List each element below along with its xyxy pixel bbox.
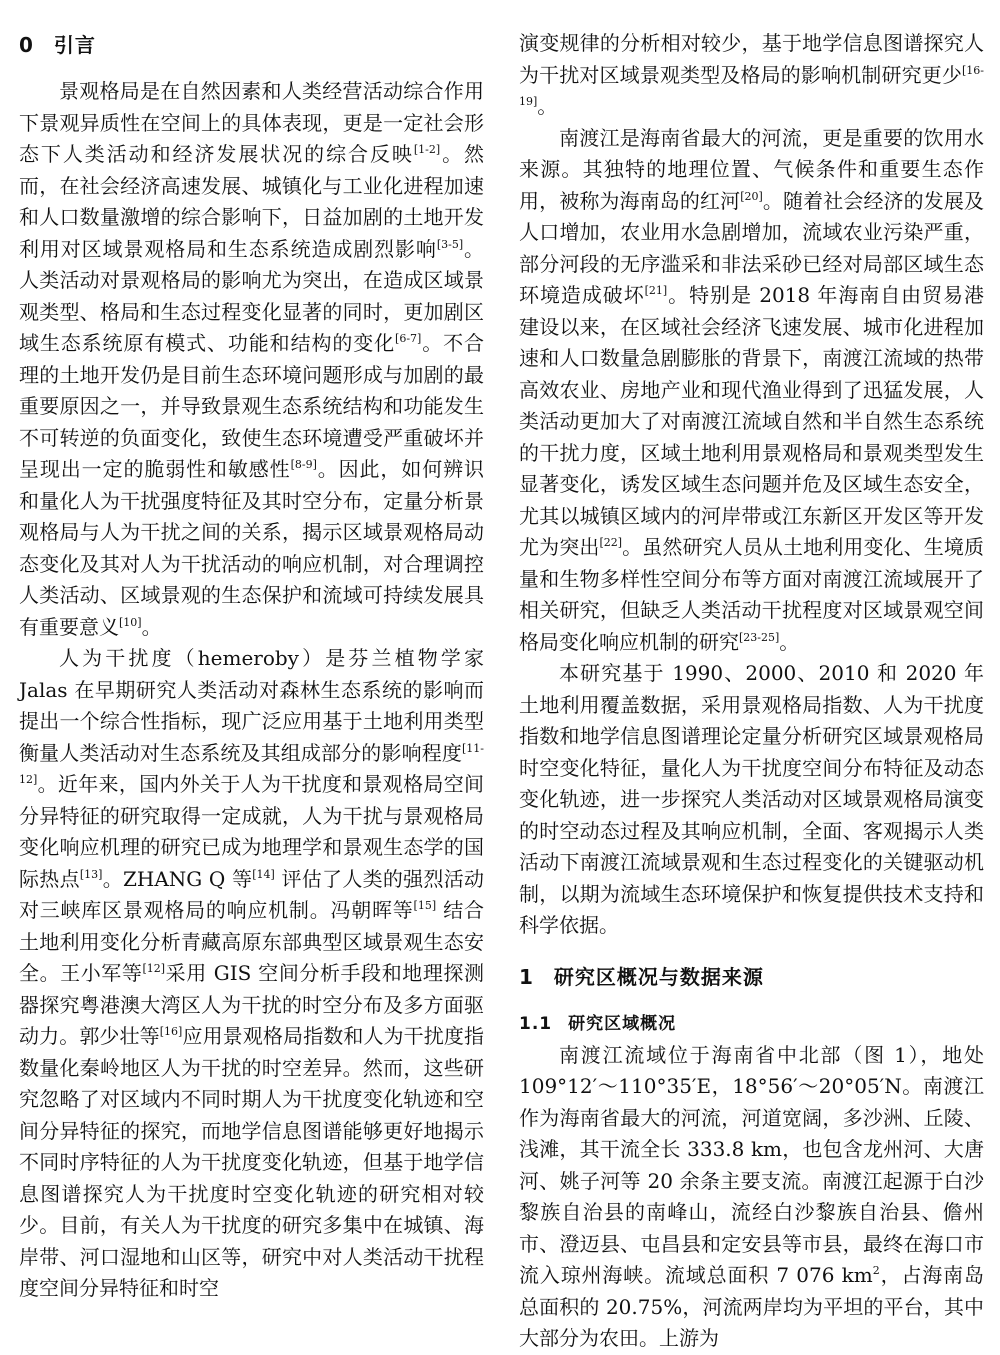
paragraph-continuation <box>519 28 984 123</box>
text-run: 南渡江是海南省最大的河流，更是重要的饮用水来源。其独特的地理位置、气候条件和重要生态作用，被称为海南岛的红河 <box>519 125 984 213</box>
text-run: 。特别是 2018 年海南自由贸易港建设以来，在区域社会经济飞速发展、城市化进程加速和人口数量急剧膨胀的背景下，南渡江流域的热带高效农业、房地产业和现代渔业得到了迅猛发展，人类活动更加大了对南渡江流域自然和半自然生态系统的干扰力度，区域土地利用景观格局和景观类型发生显著变化，诱发区域生态问题并危及区域生态安全，尤其以城镇区域内的河岸带或江东新区开发区等开发尤为突出 <box>519 283 984 559</box>
citation: [13] <box>79 867 103 881</box>
citation: [8-9] <box>290 458 317 471</box>
text-run: 。 <box>141 614 162 639</box>
text-run: 。不合理的土地开发仍是目前生态环境问题形成与加剧的最重要原因之一，并导致景观生态系统结构和功能发生不可转逆的负面变化，致使生态环境遭受严重破坏并呈现出一定的脆弱性和敏感性 <box>19 331 484 481</box>
right-column <box>519 28 984 1355</box>
text-run: ，占海南岛总面积的 20.75%，河流两岸均为平坦的平台，其中大部分为农田。上游为 <box>519 1263 985 1350</box>
left-column <box>19 28 484 1305</box>
spacer <box>19 62 484 76</box>
superscript: 2 <box>872 1264 880 1277</box>
text-run: 采用 GIS 空间分析手段和地理探测器探究粤港澳大湾区人为干扰的时空分布及多方面驱动力。郭少壮等 <box>19 961 485 1048</box>
citation: [23-25] <box>739 630 780 644</box>
citation: [3-5] <box>436 237 464 251</box>
paragraph <box>519 123 984 659</box>
citation: [14] <box>252 867 275 881</box>
text-run: 演变规律的分析相对较少，基于地学信息图谱探究人为干扰对区域景观类型及格局的影响机制研究更少 <box>519 31 984 87</box>
section-number: 1 <box>519 964 534 989</box>
text-run: 。 <box>779 629 800 654</box>
citation: [11-12] <box>19 741 484 786</box>
citation: [16-19] <box>519 63 984 108</box>
citation: [12] <box>142 962 166 975</box>
text-run: 南渡江流域位于海南省中北部（图 1），地处 109°12′～110°35′E，18°56′～20°05′N。南渡江作为海南省最大的河流，河道宽阔，多沙洲、丘陵、浅滩，其干流全长 333.8 km，也包含龙州河、大唐河、姚子河等 20 余条主要支流。南渡江起源于白沙黎族自治县的南峰山，流经白沙黎族自治县、儋州市、澄迈县、屯昌县和定安县等市县，最终在海口市流入琼州海峡。流域总面积 7 076 km <box>519 1042 984 1287</box>
text-run: 应用景观格局指数和人为干扰度指数量化秦岭地区人为干扰的时空差异。然而，这些研究忽略了对区域内不同时期人为干扰度变化轨迹和空间分异特征的探究，而地学信息图谱能够更好地揭示不同时序特征的人为干扰度变化轨迹，但基于地学信息图谱探究人为干扰度时空变化轨迹的研究相对较少。目前，有关人为干扰度的研究多集中在城镇、海岸带、河口湿地和山区等，研究中对人类活动干扰程度空间分异特征和时空 <box>19 1024 484 1300</box>
text-run: 。 <box>537 94 558 118</box>
text-run: 。随着社会经济的发展及人口增加，农业用水急剧增加，流域农业污染严重，部分河段的无序滥采和非法采砂已经对局部区域生态环境造成破坏 <box>519 188 984 307</box>
text-run: 。近年来，国内外关于人为干扰度和景观格局空间分异特征的研究取得一定成就，人为干扰与景观格局变化响应机理的研究已成为地理学和景观生态学的国际热点 <box>19 772 484 891</box>
subsection-heading <box>519 1008 984 1040</box>
citation: [6-7] <box>395 332 422 345</box>
text-run: 。ZHANG Q 等 <box>102 866 253 891</box>
citation: [1-2] <box>413 143 441 156</box>
paragraph <box>519 1040 984 1355</box>
spacer <box>519 994 984 1008</box>
section-number: 0 <box>19 33 34 57</box>
paragraph <box>19 76 484 643</box>
citation: [21] <box>644 284 668 297</box>
citation: [10] <box>119 615 142 629</box>
paragraph <box>19 643 484 1305</box>
text-run: 景观格局是在自然因素和人类经营活动综合作用下景观异质性在空间上的具体表现，更是一定社会形态下人类活动和经济发展状况的综合反映 <box>19 79 484 166</box>
text-run: 评估了人类的强烈活动对三峡库区景观格局的响应机制。冯朝晖等 <box>19 866 485 922</box>
paragraph <box>519 658 984 942</box>
section-title: 研究区概况与数据来源 <box>553 964 764 989</box>
section-title: 引言 <box>53 33 96 57</box>
text-run: 。人类活动对景观格局的影响尤为突出，在造成区域景观类型、格局和生态过程变化显著的同时，更加剧区域生态系统原有模式、功能和结构的变化 <box>19 236 484 355</box>
text-run: 结合土地利用变化分析青藏高原东部典型区域景观生态安全。王小军等 <box>19 898 485 985</box>
text-run: 。虽然研究人员从土地利用变化、生境质量和生物多样性空间分布等方面对南渡江流域展开了相关研究，但缺乏人类活动干扰程度对区域景观空间格局变化响应机制的研究 <box>519 535 984 654</box>
spacer <box>519 942 984 960</box>
text-run: 本研究基于 1990、2000、2010 和 2020 年土地利用覆盖数据，采用景观格局指数、人为干扰度指数和地学信息图谱理论定量分析研究区域景观格局时空变化特征，量化人为干扰度空间分布特征及动态变化轨迹，进一步探究人类活动对区域景观格局演变的时空动态过程及其响应机制，全面、客观揭示人类活动下南渡江流域景观和生态过程变化的关键驱动机制，以期为流域生态环境保护和恢复提供技术支持和科学依据。 <box>519 661 984 937</box>
subsection-number: 1.1 <box>519 1013 553 1034</box>
text-run: 。然而，在社会经济高速发展、城镇化与工业化进程加速和人口数量激增的综合影响下，日益加剧的土地开发利用对区域景观格局和生态系统造成剧烈影响 <box>19 142 485 261</box>
subsection-title: 研究区域概况 <box>568 1013 677 1034</box>
section-heading-introduction <box>19 28 484 62</box>
text-run: 人为干扰度（hemeroby）是芬兰植物学家 Jalas 在早期研究人类活动对森林生态系统的影响而提出一个综合性指标，现广泛应用基于土地利用类型衡量人类活动对生态系统及其组成部分的影响程度 <box>19 646 484 765</box>
citation: [15] <box>413 899 437 912</box>
text-run: 。因此，如何辨识和量化人为干扰强度特征及其时空分布，定量分析景观格局与人为干扰之间的关系，揭示区域景观格局动态变化及其对人为干扰活动的响应机制，对合理调控人类活动、区域景观的生态保护和流域可持续发展具有重要意义 <box>19 457 484 639</box>
section-heading-study-area <box>519 960 984 994</box>
citation: [22] <box>599 536 623 549</box>
citation: [16] <box>159 1025 183 1038</box>
citation: [20] <box>740 189 763 203</box>
